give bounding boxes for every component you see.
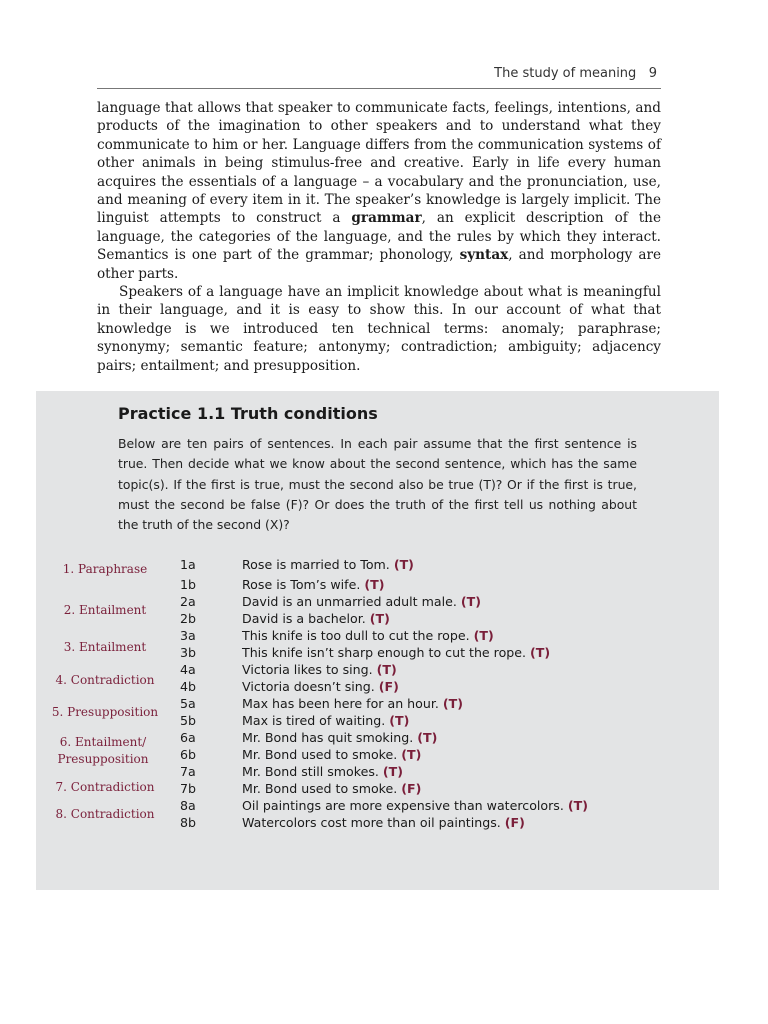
answer-label-8: 8. Contradiction xyxy=(55,807,155,821)
body-text xyxy=(97,99,661,375)
answer-label-4: 4. Contradiction xyxy=(55,673,155,687)
running-title: The study of meaning 9 xyxy=(494,66,657,81)
paragraph-1: language that allows that speaker to communicate facts, feelings, intentions, and products of the imagination to other speakers and to understand what they communicate to him or her. Language differs from the communication systems of other animals in being stimulus-free and creative. Early in life every human acquires the essentials of a language – a vocabulary and the pronunciation, use, and meaning of every item in it. The speaker’s knowledge is largely implicit. The linguist attempts to construct a grammar, an explicit description of the language, the categories of the language, and the rules by which they interact. Semantics is one part of the grammar; phonology, syntax, and morphology are other parts. xyxy=(97,100,662,282)
term-grammar: grammar xyxy=(351,210,422,227)
practice-title: Practice 1.1 Truth conditions xyxy=(118,404,378,423)
page-number: 9 xyxy=(648,66,657,81)
paragraph-2: Speakers of a language have an implicit knowledge about what is meaningful in their language, and it is easy to show this. In our account of what that knowledge is we introduced ten technical terms: anomaly; paraphrase; synonymy; semantic feature; antonymy; contradiction; ambiguity; adjacency pairs; entailment; and presupposition. xyxy=(97,284,661,374)
answer-label-1: 1. Paraphrase xyxy=(62,562,148,576)
practice-intro: Below are ten pairs of sentences. In each pair assume that the first sentence is true. Then decide what we know about the second sentence, which has the same topic(s). If the first is true, must the second also be true (T)? Or if the first is true, must the second be false (F)? Or does the truth of the first tell us nothing about the truth of the second (X)? xyxy=(118,436,637,533)
practice-box: Practice 1.1 Truth conditions Below are ten pairs of sentences. In each pair assume that the first sentence is true. Then decide what we know about the second sentence, which has the same topic(s). If the first is true, must the second also be true (T)? Or if the first is true, must the second be false (F)? Or does the truth of the first tell us nothing about the truth of the second (X)? 1. Paraphrase 2. Entailment 3. Entailment 4. Contradiction 5. Presupposition 6. Entailment/ Presupposition 7. Contradiction 8. Contradiction 1a Rose is married to Tom. (T) 1b Rose is Tom’s wife. (T) 2a David is an unmarried adult male. (T) 2b David is a bachelor. (T) 3a This knife is too dull to cut the rope. (T) 3b This knife isn’t sharp enough to cut the rope. (T) 4a Victoria likes to sing. (T) 4b Victoria doesn’t sing. (F) 5a Max has been here for an hour. (T) 5b Max is tired of waiting. (T) 6a Mr. Bond has quit smoking. (T) 6b Mr. Bond used to smoke. (T) 7a Mr. Bond still smokes. (T) 7b Mr. Bond used to smoke. (F) 8a Oil paintings are more expensive than watercolors. (T) 8b Watercolors cost more than oil paintings. (F) xyxy=(36,391,719,890)
running-header xyxy=(97,62,661,89)
answer-label-3: 3. Entailment xyxy=(63,640,147,654)
term-syntax: syntax xyxy=(459,247,509,264)
answer-label-2: 2. Entailment xyxy=(63,603,147,617)
answer-label-5: 5. Presupposition xyxy=(51,705,159,719)
answer-label-6: 6. Entailment/ Presupposition xyxy=(57,735,149,766)
answer-label-7: 7. Contradiction xyxy=(55,780,155,794)
